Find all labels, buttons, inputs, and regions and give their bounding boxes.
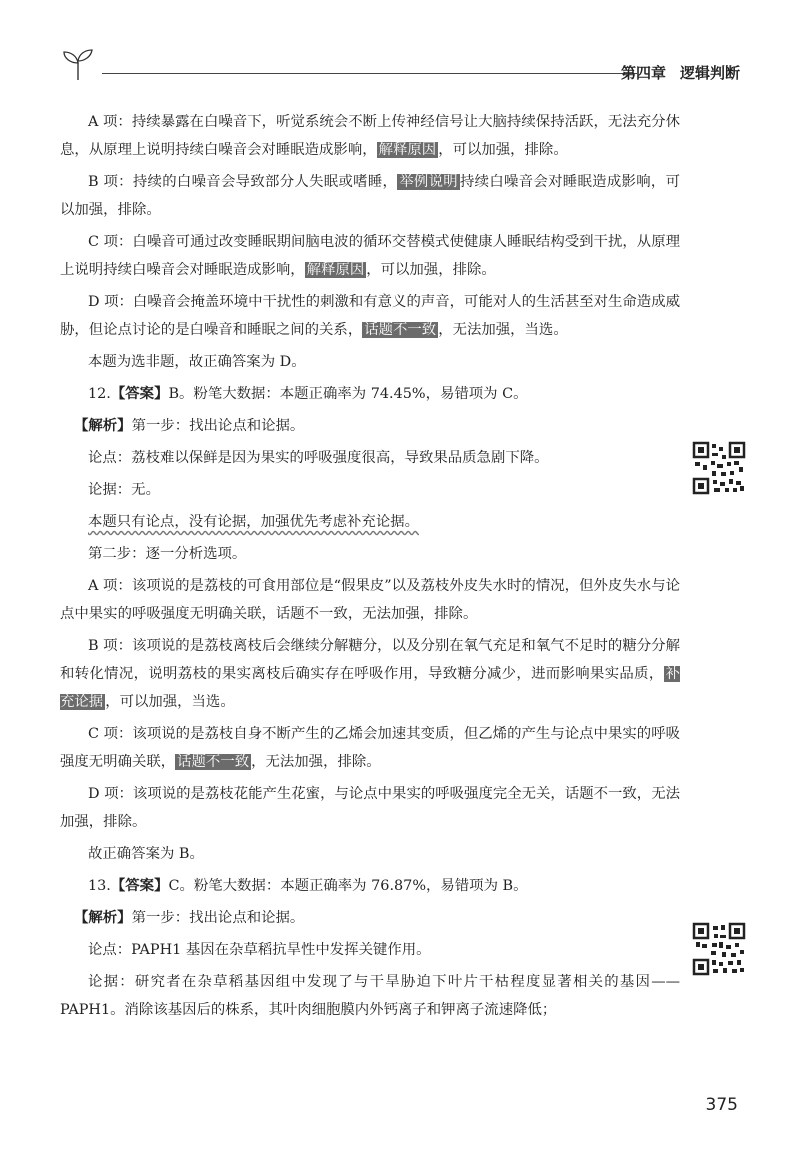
paragraph: 论据：研究者在杂草稻基因组中发现了与干旱胁迫下叶片干枯程度显著相关的基因——PAPH1。消除该基因后的株系，其叶肉细胞膜内外钙离子和钾离子流速降低； <box>60 974 680 1018</box>
analysis-label: 【解析】 <box>74 418 132 434</box>
chapter-title <box>621 62 740 83</box>
highlight-tag: 话题不一致 <box>177 754 250 770</box>
highlight-tag: 举例说明 <box>399 174 458 190</box>
paragraph: C 项：该项说的是荔枝自身不断产生的乙烯会加速其变质，但乙烯的产生与论点中果实的呼吸强度无明确关联， 话题不一致 ，无法加强，排除。 <box>60 726 680 770</box>
paragraph: 论据：无。 <box>88 482 160 498</box>
wavy-note: 本题只有论点，没有论据，加强优先考虑补充论据。 <box>88 514 419 530</box>
paragraph: D 项：该项说的是荔枝花能产生花蜜，与论点中果实的呼吸强度完全无关，话题不一致，无法加强，排除。 <box>60 786 680 830</box>
analysis-line: 【解析】第一步：找出论点和论据。 <box>74 418 305 434</box>
paragraph: C 项：白噪音可通过改变睡眠期间脑电波的循环交替模式使健康人睡眠结构受到干扰，从原理上说明持续白噪音会对睡眠造成影响， 解释原因 ，可以加强，排除。 <box>60 234 680 278</box>
answer-line: 12.【答案】B。粉笔大数据：本题正确率为 74.45%，易错项为 C。 <box>88 386 528 402</box>
paragraph: 故正确答案为 B。 <box>88 846 204 862</box>
header-rule <box>102 73 637 74</box>
highlight-tag: 解释原因 <box>378 142 437 158</box>
page-header <box>40 40 760 90</box>
highlight-tag: 补充论据 <box>60 666 680 710</box>
answer-label: 【答案】 <box>110 386 169 402</box>
paragraph: A 项：持续暴露在白噪音下，听觉系统会不断上传神经信号让大脑持续保持活跃，无法充分休息，从原理上说明持续白噪音会对睡眠造成影响， 解释原因 ，可以加强，排除。 <box>60 114 680 158</box>
highlight-tag: 解释原因 <box>306 262 365 278</box>
chapter-section: 逻辑判断 <box>679 64 740 82</box>
analysis-label: 【解析】 <box>74 910 132 926</box>
paragraph: 第二步：逐一分析选项。 <box>88 546 247 562</box>
paragraph: 论点：PAPH1 基因在杂草稻抗旱性中发挥关键作用。 <box>88 942 431 958</box>
body-text <box>60 108 680 1028</box>
analysis-line: 【解析】第一步：找出论点和论据。 <box>74 910 305 926</box>
paragraph: D 项：白噪音会掩盖环境中干扰性的刺激和有意义的声音，可能对人的生活甚至对生命造成威胁，但论点讨论的是白噪音和睡眠之间的关系， 话题不一致 ，无法加强，当选。 <box>60 294 680 338</box>
answer-line: 13.【答案】C。粉笔大数据：本题正确率为 76.87%，易错项为 B。 <box>88 878 528 894</box>
paragraph: 本题为选非题，故正确答案为 D。 <box>88 354 306 370</box>
answer-label: 【答案】 <box>110 878 169 894</box>
sprout-icon <box>58 48 98 82</box>
qr-code-icon[interactable] <box>692 441 746 495</box>
paragraph: B 项：持续的白噪音会导致部分人失眠或嗜睡， 举例说明 持续白噪音会对睡眠造成影响，可以加强，排除。 <box>60 174 680 218</box>
page-number: 375 <box>705 1095 738 1115</box>
paragraph: 论点：荔枝难以保鲜是因为果实的呼吸强度很高，导致果品质急剧下降。 <box>88 450 549 466</box>
qr-code-icon[interactable] <box>692 922 746 976</box>
paragraph: B 项：该项说的是荔枝离枝后会继续分解糖分，以及分别在氧气充足和氧气不足时的糖分分解和转化情况，说明荔枝的果实离枝后确实存在呼吸作用，导致糖分减少，进而影响果实品质， 补充论据 ，可以加强，当选。 <box>60 638 680 710</box>
paragraph: A 项：该项说的是荔枝的可食用部位是“假果皮”以及荔枝外皮失水时的情况，但外皮失水与论点中果实的呼吸强度无明确关联，话题不一致，无法加强，排除。 <box>60 578 680 622</box>
highlight-tag: 话题不一致 <box>364 322 437 338</box>
chapter-number: 第四章 <box>620 64 666 82</box>
